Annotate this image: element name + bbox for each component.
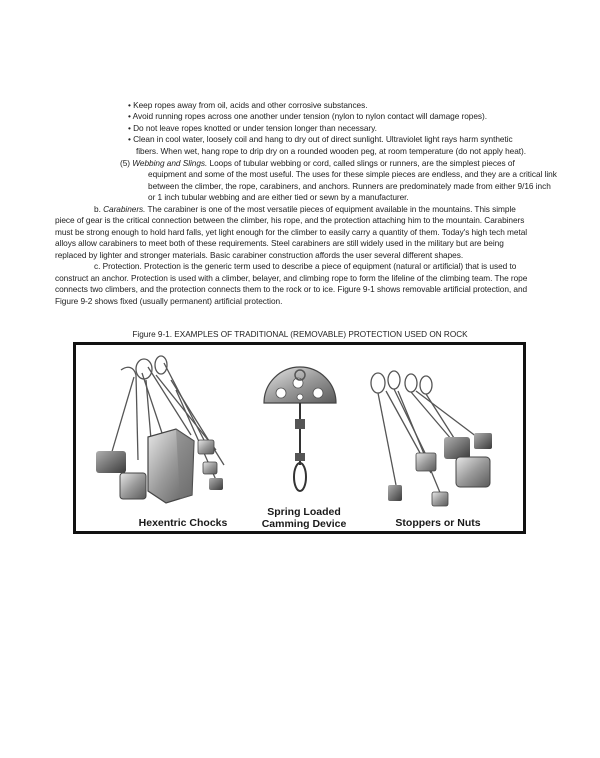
bullet-text: • Do not leave ropes knotted or under tension longer than necessary.	[128, 123, 377, 133]
webbing-paragraph-first-line	[120, 158, 515, 169]
webbing-text: or 1 inch tubular webbing and are either tied or sewn by a manufacturer.	[148, 192, 409, 202]
carabiners-text: must be strong enough to hold hard falls, yet light enough for the climber to easily carry a quantity of them. Today's high tech metal	[55, 227, 528, 237]
webbing-text: between the climber, the rope, carabiners, and anchors. Runners are predominately made from either 9/16 inch	[148, 181, 551, 191]
bullet-text: • Keep ropes away from oil, acids and other corrosive substances.	[128, 100, 368, 110]
protection-text: construct an anchor. Protection is used with a climber, belayer, and climbing rope to form the lifeline of the climbing team. The rope	[55, 273, 528, 283]
stoppers-image	[371, 371, 492, 506]
carabiners-text: piece of gear is the critical connection between the climber, his rope, and the protection attaching him to the mountain. Carabiners	[55, 215, 525, 225]
protection-text: connects two climbers, and the protection connects them to the rock or to ice. Figure 9-1 shows removable artificial protection, and	[55, 284, 528, 294]
webbing-text: equipment and some of the most useful. The uses for these simple pieces are endless, and they are a critical link	[148, 169, 557, 179]
carabiners-text: The carabiner is one of the most versatile pieces of equipment available in the mountains. This simple	[145, 204, 516, 214]
camming-device-label-line1: Spring Loaded	[267, 506, 341, 518]
protection-text: c. Protection. Protection is the generic term used to describe a piece of equipment (natural or artificial) that is used to	[94, 261, 517, 271]
figure-caption: Figure 9-1. EXAMPLES OF TRADITIONAL (REMOVABLE) PROTECTION USED ON ROCK	[132, 330, 468, 339]
stoppers-label: Stoppers or Nuts	[395, 517, 481, 529]
figure-illustration	[76, 345, 523, 531]
hexentric-chocks-label: Hexentric Chocks	[138, 517, 228, 529]
protection-text: Figure 9-2 shows fixed (usually permanent) artificial protection.	[55, 296, 283, 306]
webbing-text: Loops of tubular webbing or cord, called slings or runners, are the simplest pieces of	[207, 158, 515, 168]
webbing-number: (5)	[120, 158, 130, 168]
webbing-title: Webbing and Slings.	[132, 158, 208, 168]
figure-9-1	[73, 342, 526, 534]
carabiners-prefix: b.	[94, 204, 104, 214]
bullet-text: • Clean in cool water, loosely coil and hang to dry out of direct sunlight. Ultraviolet light rays harm synthetic	[128, 134, 513, 144]
carabiners-paragraph-first-line	[94, 204, 516, 215]
bullet-text: • Avoid running ropes across one another under tension (nylon to nylon contact will damage ropes).	[128, 111, 487, 121]
bullet-text: fibers. When wet, hang rope to drip dry on a rounded wooden peg, at room temperature (do not apply heat).	[136, 146, 527, 156]
carabiners-text: replaced by lighter and stronger materials. Basic carabiner construction affords the user several different shapes.	[55, 250, 464, 260]
hexentric-chocks-image	[96, 356, 224, 503]
camming-device-label-line2: Camming Device	[261, 518, 347, 530]
carabiners-title: Carabiners.	[103, 204, 146, 214]
carabiners-text: alloys allow carabiners to meet both of these requirements. Steel carabiners are still widely used in the military but are being	[55, 238, 504, 248]
camming-device-image	[264, 367, 336, 491]
